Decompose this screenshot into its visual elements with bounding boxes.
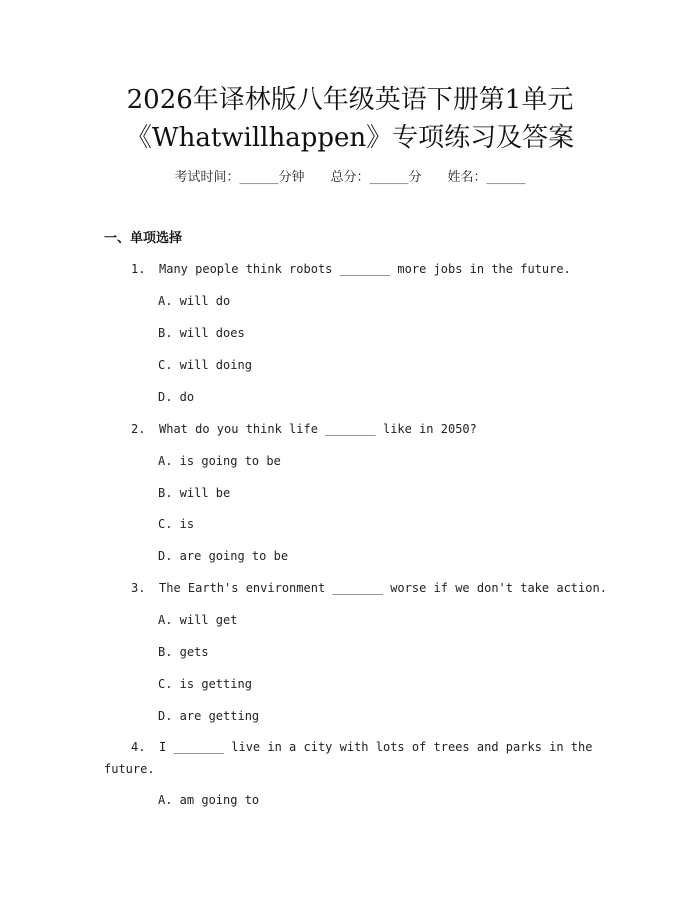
question-text: Many people think robots _______ more jobs in the future. [159,262,571,276]
question-number: 4. [131,740,146,754]
question-3 [131,579,607,597]
question-text: What do you think life _______ like in 2050? [159,422,477,436]
question-1-option-c: C. will doing [158,358,252,372]
question-number: 2. [131,422,146,436]
question-2-option-a: A. is going to be [158,454,281,468]
question-2 [131,420,477,438]
question-text: I _______ live in a city with lots of trees and parks in the [159,740,593,754]
question-3-option-a: A. will get [158,613,238,627]
question-number: 3. [131,581,146,595]
question-1-option-a: A. will do [158,294,231,308]
question-2-option-d: D. are going to be [158,549,289,563]
question-1 [131,260,571,278]
document-title-line2: 《Whatwillhappen》专项练习及答案 [125,123,575,153]
question-4-option-a: A. am going to [158,793,260,807]
question-3-option-b: B. gets [158,645,209,659]
question-4 [131,738,592,756]
question-number: 1. [131,262,146,276]
question-3-option-c: C. is getting [158,677,252,691]
question-1-option-b: B. will does [158,326,245,340]
student-name-field: 姓名：______ [447,170,526,185]
question-2-option-c: C. is [158,517,195,531]
total-score-field: 总分：______分 [330,170,422,185]
section-heading-multiple-choice: 一、单项选择 [104,231,183,246]
exam-info-line [0,168,700,188]
document-title-line1: 2026年译林版八年级英语下册第1单元 [126,85,574,115]
question-text: The Earth's environment _______ worse if we don't take action. [159,581,607,595]
question-3-option-d: D. are getting [158,709,260,723]
question-4-text-continued: future. [104,762,155,776]
exam-time-field: 考试时间：______分钟 [174,170,305,185]
question-2-option-b: B. will be [158,486,231,500]
question-1-option-d: D. do [158,390,195,404]
